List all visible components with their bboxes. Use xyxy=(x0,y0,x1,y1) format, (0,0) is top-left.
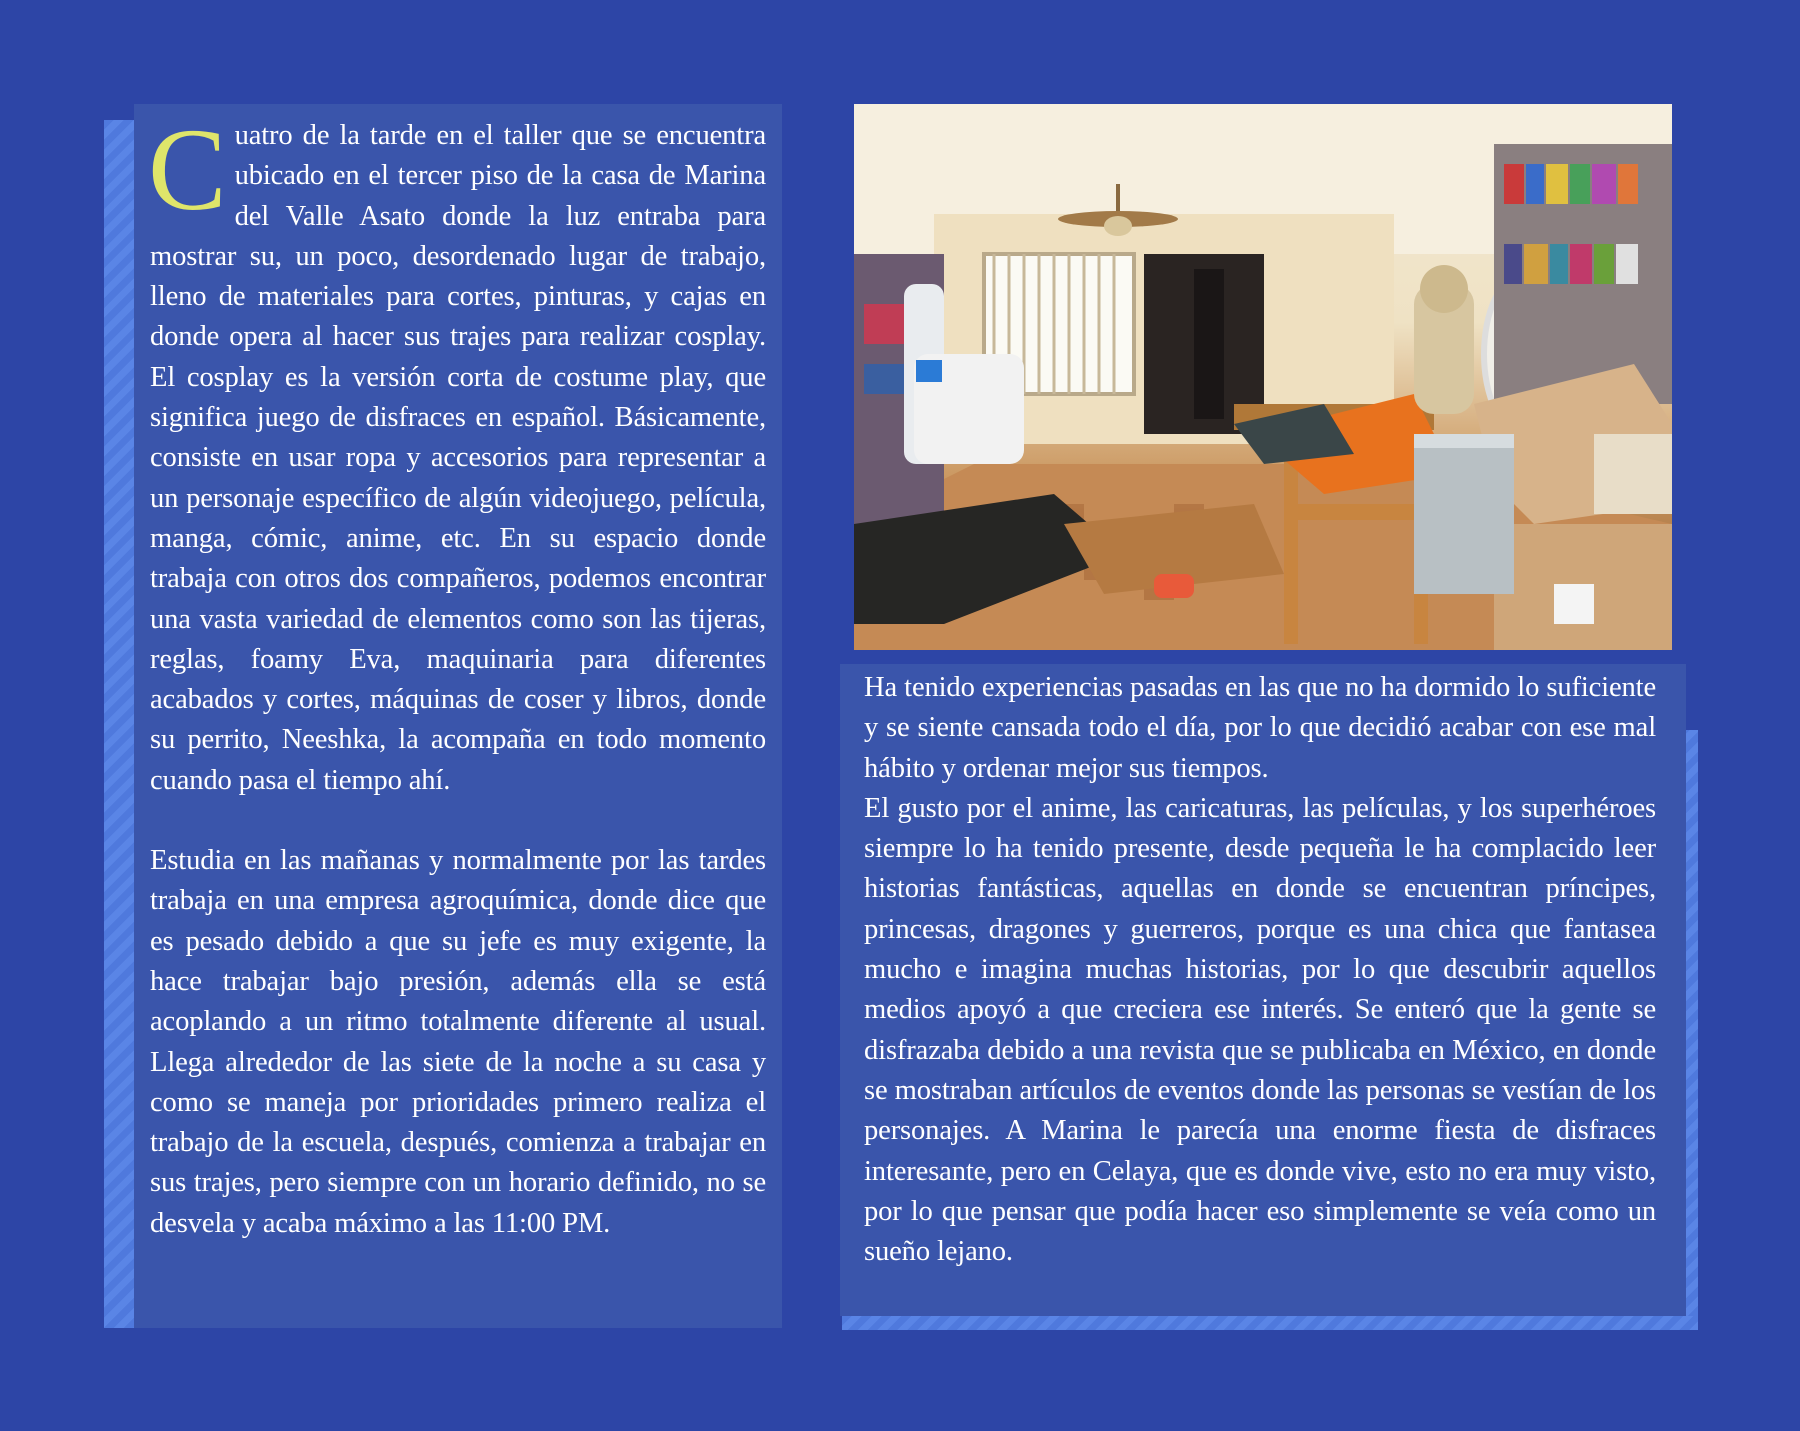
workshop-photo xyxy=(854,104,1672,650)
left-paragraph-1-text: uatro de la tarde en el taller que se encuentra ubicado en el tercer piso de la casa de Marina del Valle Asato donde la luz entraba para mostrar su, un poco, desordenado lugar de trabajo, lleno de materiales para cortes, pinturas, y cajas en donde opera al hacer sus trajes para realizar cosplay. El cosplay es la versión corta de costume play, que significa juego de disfraces en español. Básicamente, consiste en usar ropa y accesorios para representar a un personaje específico de algún videojuego, película, manga, cómic, anime, etc. En su espacio donde trabaja con otros dos compañeros, podemos encontrar una vasta variedad de elementos como son las tijeras, reglas, foamy Eva, maquinaria para diferentes acabados y cortes, máquinas de coser y libros, donde su perrito, Neeshka, la acompaña en todo momento cuando pasa el tiempo ahí. xyxy=(150,120,766,796)
left-paragraph-2: Estudia en las mañanas y normalmente por las tardes trabaja en una empresa agroquímica, donde dice que es pesado debido a que su jefe es muy exigente, la hace trabajar bajo presión, además ella se está acoplando a un ritmo totalmente diferente al usual. Llega alrededor de las siete de la noche a su casa y como se maneja por prioridades primero realiza el trabajo de la escuela, después, comienza a trabajar en sus trajes, pero siempre con un horario definido, no se desvela y acaba máximo a las 11:00 PM. xyxy=(150,845,766,1239)
workshop-photo-image xyxy=(854,104,1672,650)
right-accent-stripe-horizontal xyxy=(842,1316,1698,1330)
right-text-column xyxy=(840,664,1686,1316)
right-paragraph-2: El gusto por el anime, las caricaturas, las películas, y los superhéroes siempre lo ha tenido presente, desde pequeña le ha complacido leer historias fantásticas, aquellas en donde se encuentran príncipes, princesas, dragones y guerreros, porque es una chica que fantasea mucho e imagina muchas historias, por lo que descubrir aquellos medios apoyó a que creciera ese interés. Se enteró que la gente se disfrazaba debido a una revista que se publicaba en México, en donde se mostraban artículos de eventos donde las personas se vestían de los personajes. A Marina le parecía una enorme fiesta de disfraces interesante, pero en Celaya, que es donde vive, esto no era muy visto, por lo que pensar que podía hacer eso simplemente se veía como un sueño lejano. xyxy=(864,792,1656,1268)
drop-cap: C xyxy=(148,104,227,235)
left-text-column xyxy=(134,104,782,1328)
left-accent-stripe xyxy=(104,120,138,1328)
left-paragraph-1 xyxy=(148,104,766,801)
right-paragraph-1: Ha tenido experiencias pasadas en las que no ha dormido lo suficiente y se siente cansada todo el día, por lo que decidió acabar con ese mal hábito y ordenar mejor sus tiempos. xyxy=(864,672,1656,784)
